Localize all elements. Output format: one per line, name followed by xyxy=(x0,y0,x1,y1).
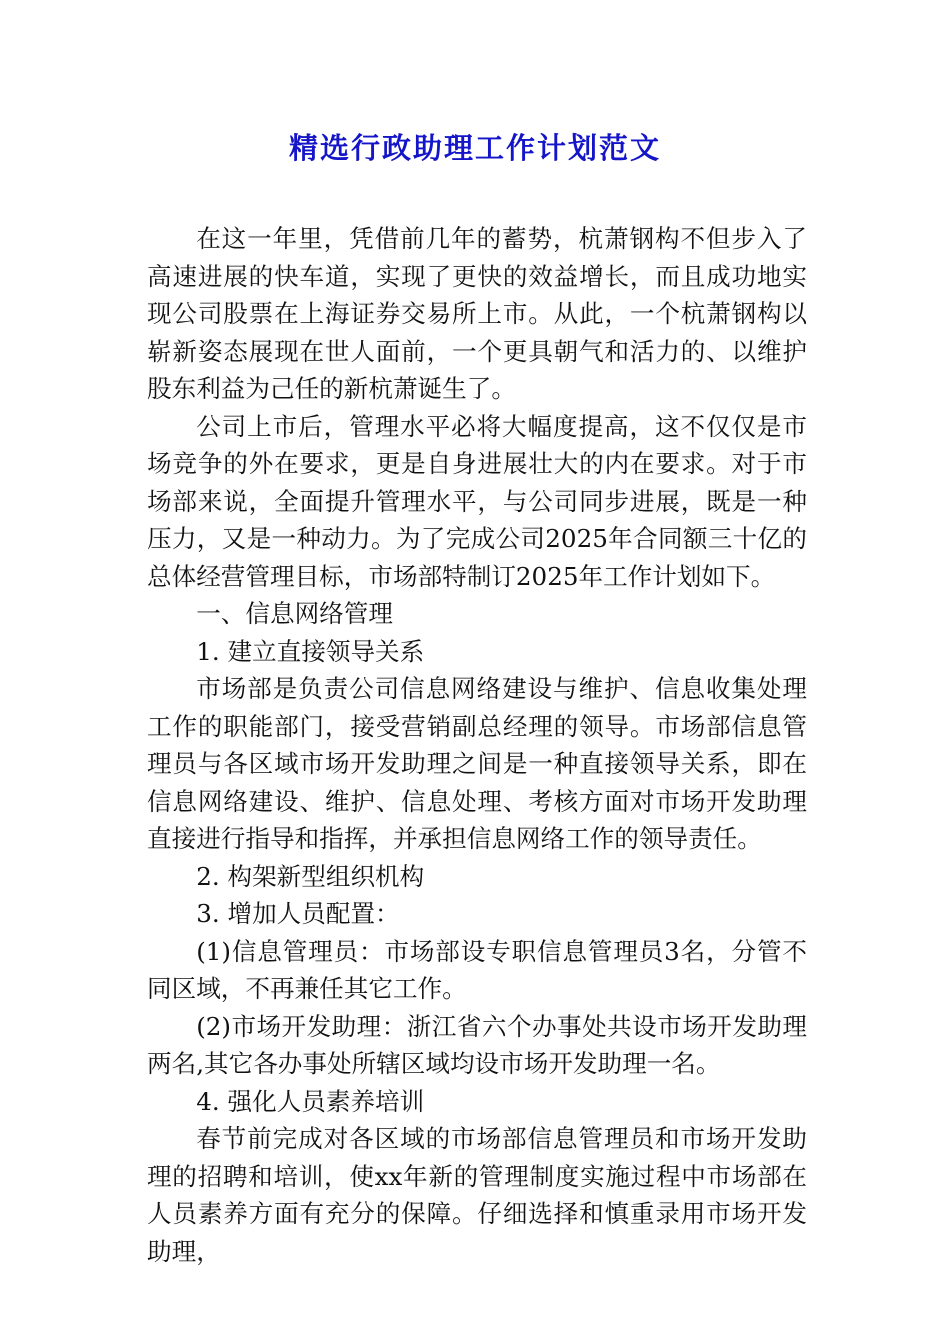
subheading-training: 4. 强化人员素养培训 xyxy=(196,1086,425,1116)
subheading-leadership: 1. 建立直接领导关系 xyxy=(196,636,425,666)
paragraph-leadership: 市场部是负责公司信息网络建设与维护、信息收集处理工作的职能部门，接受营销副总经理的领导。市场部信息管理员与各区域市场开发助理之间是一种直接领导关系，即在信息网络建设、维护、信息处理、考核方面对市场开发助理直接进行指导和指挥，并承担信息网络工作的领导责任。 xyxy=(147,674,807,853)
paragraph-goal: 公司上市后，管理水平必将大幅度提高，这不仅仅是市场竞争的外在要求，更是自身进展壮大的内在要求。对于市场部来说，全面提升管理水平，与公司同步进展，既是一种压力，又是一种动力。为了完成公司2025年合同额三十亿的总体经营管理目标，市场部特制订2025年工作计划如下。 xyxy=(147,411,807,591)
paragraph-market-assistant: (2)市场开发助理：浙江省六个办事处共设市场开发助理两名,其它各办事处所辖区域均设市场开发助理一名。 xyxy=(147,1011,807,1078)
document-title: 精选行政助理工作计划范文 xyxy=(288,131,661,165)
document-body xyxy=(147,220,807,1270)
paragraph-info-manager: (1)信息管理员：市场部设专职信息管理员3名，分管不同区域，不再兼任其它工作。 xyxy=(147,936,807,1003)
paragraph-intro: 在这一年里，凭借前几年的蓄势，杭萧钢构不但步入了高速进展的快车道，实现了更快的效益增长，而且成功地实现公司股票在上海证券交易所上市。从此，一个杭萧钢构以崭新姿态展现在世人面前，一个更具朝气和活力的、以维护股东利益为己任的新杭萧诞生了。 xyxy=(147,224,807,403)
subheading-organization: 2. 构架新型组织机构 xyxy=(196,861,425,891)
subheading-staffing: 3. 增加人员配置： xyxy=(196,899,400,928)
section-heading-info-network: 一、信息网络管理 xyxy=(196,599,393,628)
paragraph-training: 春节前完成对各区域的市场部信息管理员和市场开发助理的招聘和培训，使xx年新的管理制度实施过程中市场部在人员素养方面有充分的保障。仔细选择和慎重录用市场开发助理， xyxy=(147,1124,807,1266)
